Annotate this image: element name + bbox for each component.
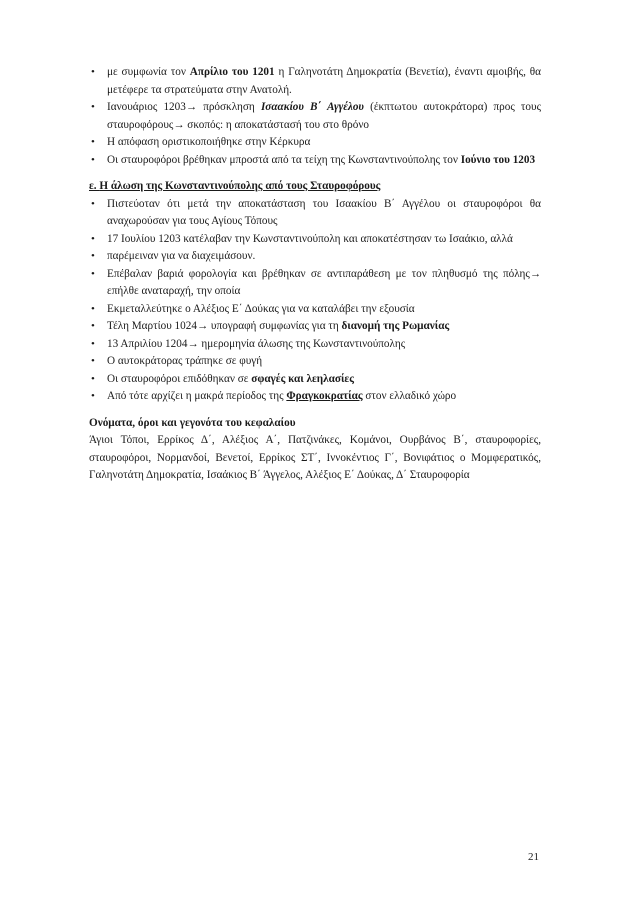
list-item: • με συμφωνία τον Απρίλιο του 1201 η Γαληνοτάτη Δημοκρατία (Βενετία), έναντι αμοιβής, θα μετέφερε τα στρατεύματα στην Ανατολή. <box>89 64 541 99</box>
bullet-list-fall-of-constantinople <box>89 196 541 406</box>
arrow-symbol: → <box>187 337 199 350</box>
section-heading <box>89 178 541 196</box>
bullet-list-crusade-preparation <box>89 64 541 169</box>
list-item: • 17 Ιουλίου 1203 κατέλαβαν την Κωνσταντινούπολη και αποκατέστησαν τω Ισαάκιο, αλλά <box>89 231 541 249</box>
arrow-symbol: → <box>529 267 541 280</box>
list-item: • Από τότε αρχίζει η μακρά περίοδος της Φραγκοκρατίας στον ελλαδικό χώρο <box>89 388 541 406</box>
list-item: • Πιστεύοταν ότι μετά την αποκατάσταση του Ισαακίου Β΄ Αγγέλου οι σταυροφόροι θα αναχωρούσαν για τους Αγίους Τόπους <box>89 196 541 231</box>
list-item: • 13 Απριλίου 1204→ ημερομηνία άλωσης της Κωνσταντινούπολης <box>89 336 541 354</box>
bold-text: Ιούνιο του 1203 <box>460 153 536 166</box>
list-item: • Η απόφαση οριστικοποιήθηκε στην Κέρκυρα <box>89 134 541 152</box>
bold-text: διανομή της Ρωμανίας <box>341 320 450 332</box>
list-item: • παρέμειναν για να διαχειμάσουν. <box>89 248 541 266</box>
arrow-symbol: → <box>185 101 198 113</box>
list-item: • Επέβαλαν βαριά φορολογία και βρέθηκαν σε αντιπαράθεση με τον πληθυσμό της πόλης→ επήλθε αναταραχή, την οποία <box>89 266 541 301</box>
bold-italic-text: Ισαακίου Β΄ Αγγέλου <box>260 101 364 113</box>
page-content <box>89 64 541 485</box>
bold-text: σφαγές και λεηλασίες <box>251 372 354 385</box>
terms-heading: Ονόματα, όροι και γεγονότα του κεφαλαίου <box>89 416 296 429</box>
arrow-symbol: → <box>173 118 185 131</box>
terms-paragraph: Άγιοι Τόποι, Ερρίκος Δ΄, Αλέξιος Α΄, Πατζινάκες, Κομάνοι, Ουρβάνος Β΄, σταυροφορίες, σταυροφόροι, Νορμανδοί, Βενετοί, Ερρίκος ΣΤ΄, Ιννοκέντιος Γ΄, Βονιφάτιος ο Μομφερατικός, Γαληνοτάτη Δημοκρατία, Ισαάκιος Β΄ Άγγελος, Αλέξιος Ε΄ Δούκας, Δ΄ Σταυροφορία <box>89 434 541 481</box>
section-title: Η άλωση της Κωνσταντινούπολης από τους Σταυροφόρους <box>99 180 381 192</box>
section-prefix: ε. <box>89 180 100 192</box>
list-item: • Οι σταυροφόροι βρέθηκαν μπροστά από τα τείχη της Κωνσταντινούπολης τον Ιούνιο του 1203 <box>89 152 541 170</box>
arrow-symbol: → <box>196 320 209 332</box>
page-number: 21 <box>528 851 539 863</box>
list-item: • Οι σταυροφόροι επιδόθηκαν σε σφαγές και λεηλασίες <box>89 371 541 389</box>
list-item: • Ιανουάριος 1203→ πρόσκληση Ισαακίου Β΄ Αγγέλου (έκπτωτου αυτοκράτορα) προς τους σταυροφόρους→ σκοπός: η αποκατάστασή του στο θρόνο <box>89 99 541 134</box>
list-item: • Ο αυτοκράτορας τράπηκε σε φυγή <box>89 353 541 371</box>
list-item: • Εκμεταλλεύτηκε ο Αλέξιος Ε΄ Δούκας για να καταλάβει την εξουσία <box>89 301 541 319</box>
bold-text: Απρίλιο του 1201 <box>189 66 275 78</box>
bold-underlined-text: Φραγκοκρατίας <box>286 390 363 402</box>
list-item: • Τέλη Μαρτίου 1024→ υπογραφή συμφωνίας για τη διανομή της Ρωμανίας <box>89 318 541 336</box>
